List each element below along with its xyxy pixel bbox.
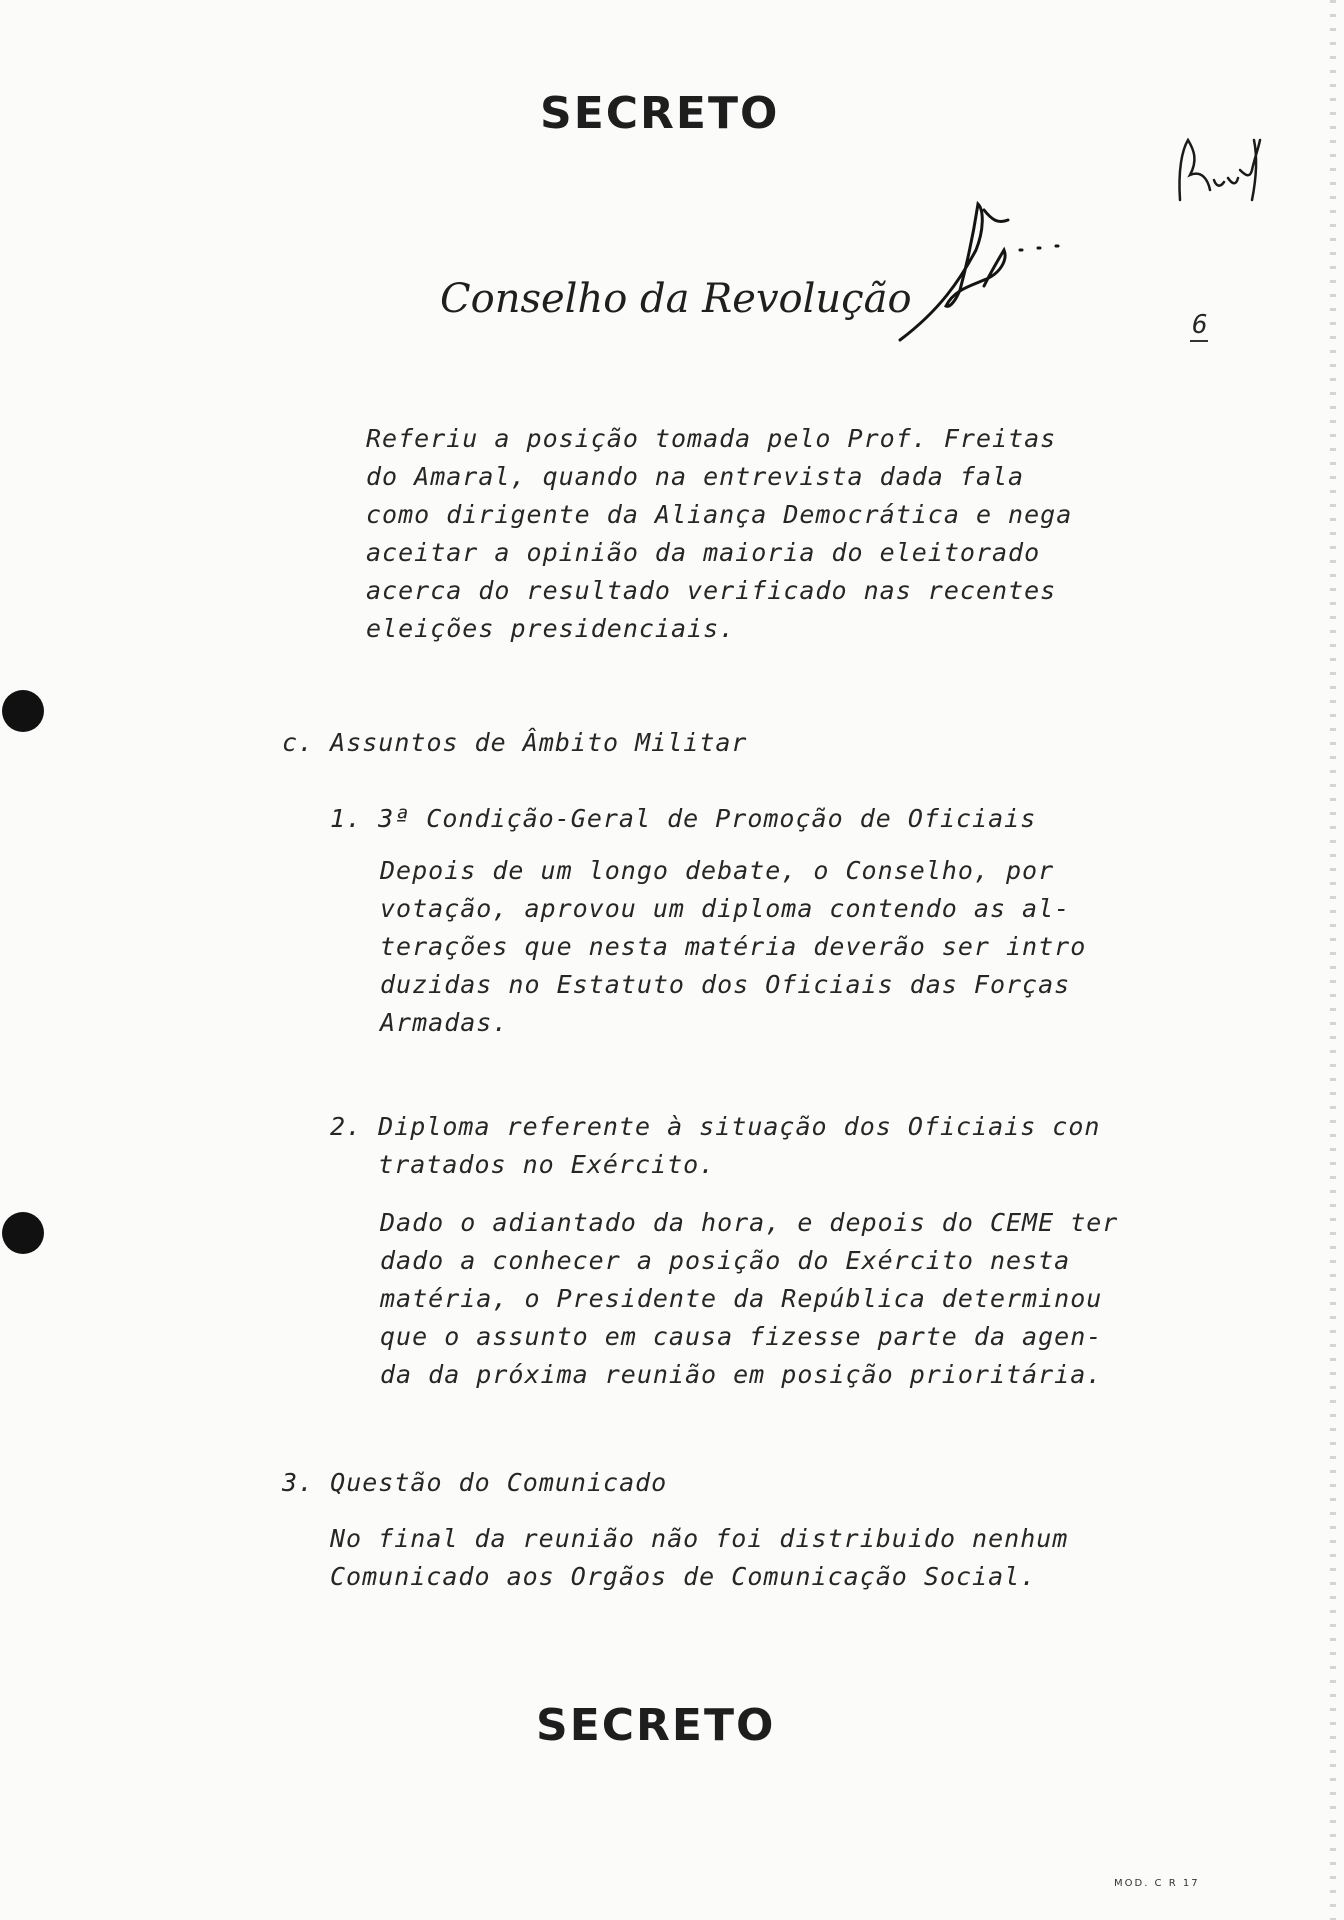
- item-3-body: No final da reunião não foi distribuido nenhum Comunicado aos Orgãos de Comunicação Social.: [330, 1524, 1069, 1591]
- letterhead-title: Conselho da Revolução: [440, 276, 912, 322]
- page-edge-perforation: [1330, 0, 1336, 1920]
- page-number: 6: [1192, 310, 1208, 340]
- item-3-title: 3. Questão do Comunicado: [282, 1468, 668, 1497]
- page-number-underline: [1190, 340, 1208, 342]
- item-1-title: 1. 3ª Condição-Geral de Promoção de Oficiais: [330, 804, 1037, 833]
- secret-stamp-bottom: SECRETO: [536, 1700, 776, 1751]
- paragraph-freitas-amaral: Referiu a posição tomada pelo Prof. Freitas do Amaral, quando na entrevista dada fala como dirigente da Aliança Democrática e nega aceitar a opinião da maioria do eleitorado acerca do resultado verificado nas recentes eleições presidenciais.: [366, 424, 1073, 643]
- initials-signature: [1168, 120, 1268, 220]
- item-2-title: 2. Diploma referente à situação dos Oficiais con tratados no Exército.: [330, 1112, 1101, 1179]
- punch-hole-top: [2, 690, 44, 732]
- secret-stamp-top: SECRETO: [540, 88, 780, 139]
- form-code: MOD. C R 17: [1114, 1878, 1200, 1889]
- item-2-body: Dado o adiantado da hora, e depois do CEME ter dado a conhecer a posição do Exército nesta matéria, o Presidente da República determinou que o assunto em causa fizesse parte da agen- da da próxima reunião em posição prioritária.: [380, 1208, 1119, 1389]
- punch-hole-bottom: [2, 1212, 44, 1254]
- handwritten-signature: [880, 190, 1120, 350]
- section-heading-military: c. Assuntos de Âmbito Militar: [282, 728, 748, 757]
- item-1-body: Depois de um longo debate, o Conselho, por votação, aprovou um diploma contendo as al- terações que nesta matéria deverão ser intro duzidas no Estatuto dos Oficiais das Forças Armadas.: [380, 856, 1087, 1037]
